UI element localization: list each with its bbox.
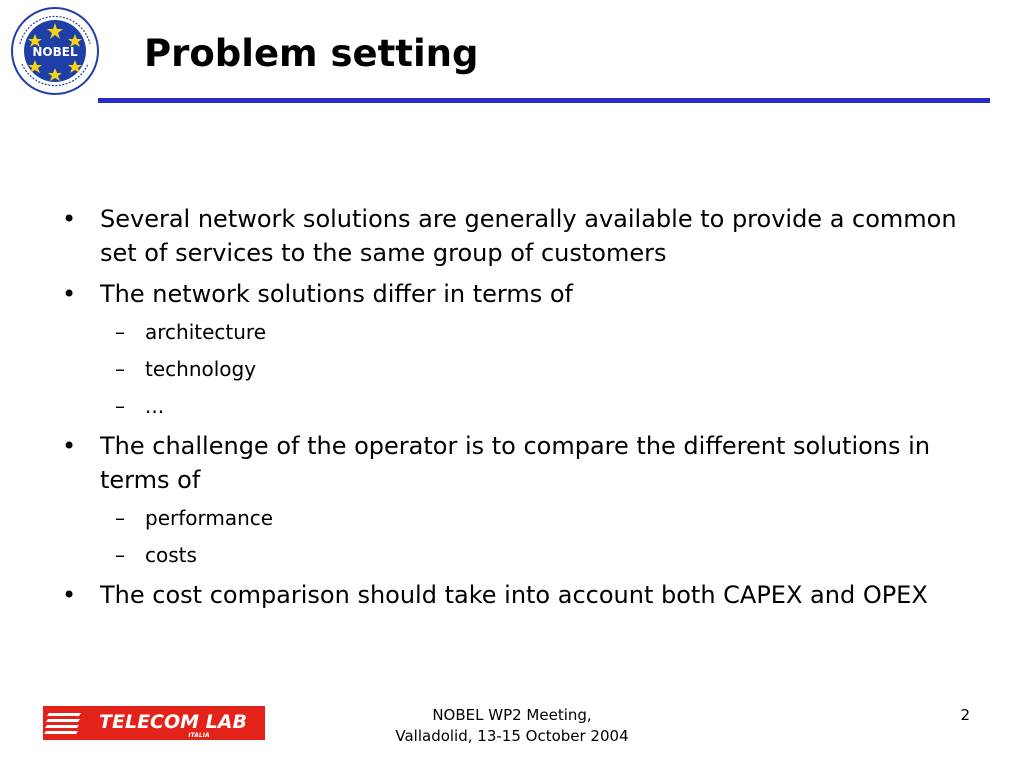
sub-bullet-marker: – xyxy=(115,506,125,530)
bullet-item xyxy=(60,578,980,612)
bullet-text: Several network solutions are generally available to provide a common set of services to the same group of customers xyxy=(100,205,957,267)
sub-bullet-marker: – xyxy=(115,357,125,381)
slide-title: Problem setting xyxy=(144,32,479,75)
footer-meeting-info xyxy=(330,705,694,747)
footer-meeting-date: Valladolid, 13-15 October 2004 xyxy=(395,727,629,745)
sub-bullet-item xyxy=(60,541,980,569)
bullet-text: The challenge of the operator is to compare the different solutions in terms of xyxy=(100,432,931,494)
sub-bullet-text: costs xyxy=(145,543,197,567)
telecom-lab-subtext: ITALIA xyxy=(188,732,210,739)
sub-bullet-marker: – xyxy=(115,320,125,344)
bullet-item xyxy=(60,277,980,311)
sub-bullet-text: technology xyxy=(145,357,257,381)
bullet-item xyxy=(60,429,980,497)
bullet-marker: • xyxy=(62,205,77,233)
bullet-marker: • xyxy=(62,432,77,460)
footer-meeting-line: NOBEL WP2 Meeting, xyxy=(432,706,592,724)
bullet-text: The cost comparison should take into account both CAPEX and OPEX xyxy=(100,581,928,609)
bullet-item xyxy=(60,202,980,270)
sub-bullet-text: performance xyxy=(145,506,274,530)
sub-bullet-marker: – xyxy=(115,394,125,418)
sub-bullet-item xyxy=(60,355,980,383)
nobel-logo xyxy=(10,6,100,96)
bullet-text: The network solutions differ in terms of xyxy=(100,280,574,308)
bullet-marker: • xyxy=(62,280,77,308)
sub-bullet-text: architecture xyxy=(145,320,267,344)
telecom-lab-logo xyxy=(43,706,265,740)
sub-bullet-item xyxy=(60,392,980,420)
slide-content xyxy=(60,202,980,619)
telecom-lab-text: TELECOM LAB xyxy=(99,711,247,733)
sub-bullet-text: ... xyxy=(145,394,165,418)
sub-bullet-item xyxy=(60,504,980,532)
title-divider xyxy=(98,98,990,103)
logo-name-text: NOBEL xyxy=(32,45,78,59)
bullet-marker: • xyxy=(62,581,77,609)
sub-bullet-marker: – xyxy=(115,543,125,567)
page-number: 2 xyxy=(960,706,970,724)
sub-bullet-item xyxy=(60,318,980,346)
